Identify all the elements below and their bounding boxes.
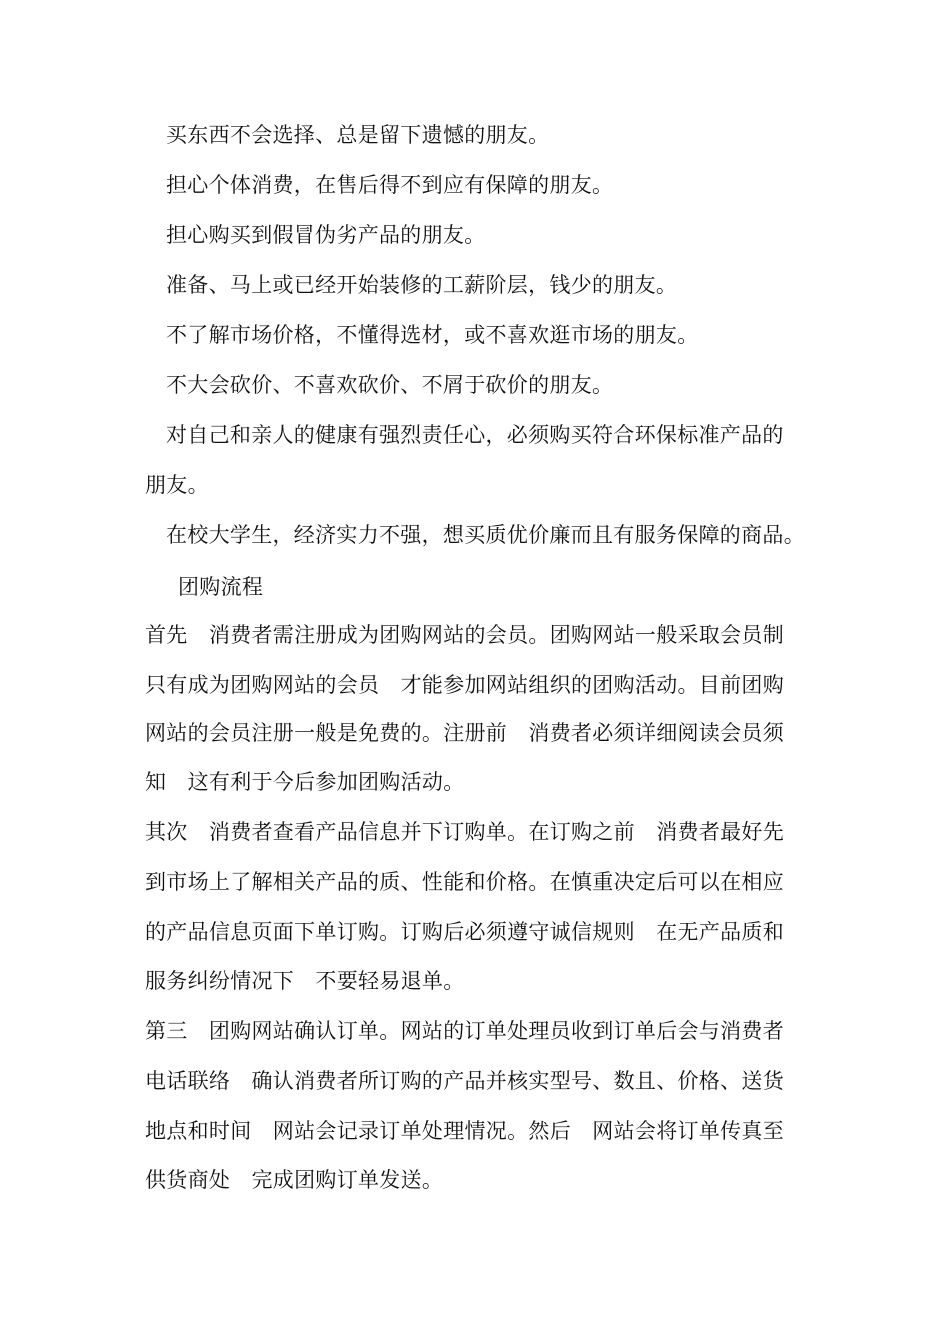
step2-line-4: 服务纠纷情况下 不要轻易退单。	[145, 969, 465, 993]
student-item: 在校大学生，经济实力不强，想买质优价廉而且有服务保障的商品。	[166, 523, 805, 547]
step3-line-2: 电话联络 确认消费者所订购的产品并核实型号、数且、价格、送货	[145, 1069, 784, 1093]
audience-item-5: 不了解市场价格，不懂得选材，或不喜欢逛市场的朋友。	[166, 323, 699, 347]
audience-item-6: 不大会砍价、不喜欢砍价、不屑于砍价的朋友。	[166, 373, 614, 397]
step1-line-1: 首先 消费者需注册成为团购网站的会员。团购网站一般采取会员制	[145, 623, 784, 647]
step1-line-3: 网站的会员注册一般是免费的。注册前 消费者必须详细阅读会员须	[145, 721, 784, 745]
process-heading: 团购流程	[178, 575, 264, 599]
step3-line-4: 供货商处 完成团购订单发送。	[145, 1168, 444, 1192]
step2-line-3: 的产品信息页面下单订购。订购后必须遵守诚信规则 在无产品质和	[145, 920, 784, 944]
step2-line-2: 到市场上了解相关产品的质、性能和价格。在慎重决定后可以在相应	[145, 870, 784, 894]
step1-line-2: 只有成为团购网站的会员 才能参加网站组织的团购活动。目前团购	[145, 673, 784, 697]
health-item-line-2: 朋友。	[145, 473, 209, 497]
audience-item-4: 准备、马上或已经开始装修的工薪阶层，钱少的朋友。	[166, 273, 678, 297]
step3-line-3: 地点和时间 网站会记录订单处理情况。然后 网站会将订单传真至	[145, 1119, 784, 1143]
audience-item-1: 买东西不会选择、总是留下遗憾的朋友。	[166, 123, 550, 147]
audience-item-2: 担心个体消费，在售后得不到应有保障的朋友。	[166, 173, 614, 197]
audience-item-3: 担心购买到假冒伪劣产品的朋友。	[166, 223, 486, 247]
step1-line-4: 知 这有利于今后参加团购活动。	[145, 770, 465, 794]
step3-line-1: 第三 团购网站确认订单。网站的订单处理员收到订单后会与消费者	[145, 1019, 784, 1043]
step2-line-1: 其次 消费者查看产品信息并下订购单。在订购之前 消费者最好先	[145, 820, 784, 844]
health-item-line-1: 对自己和亲人的健康有强烈责任心，必须购买符合环保标准产品的	[166, 423, 784, 447]
